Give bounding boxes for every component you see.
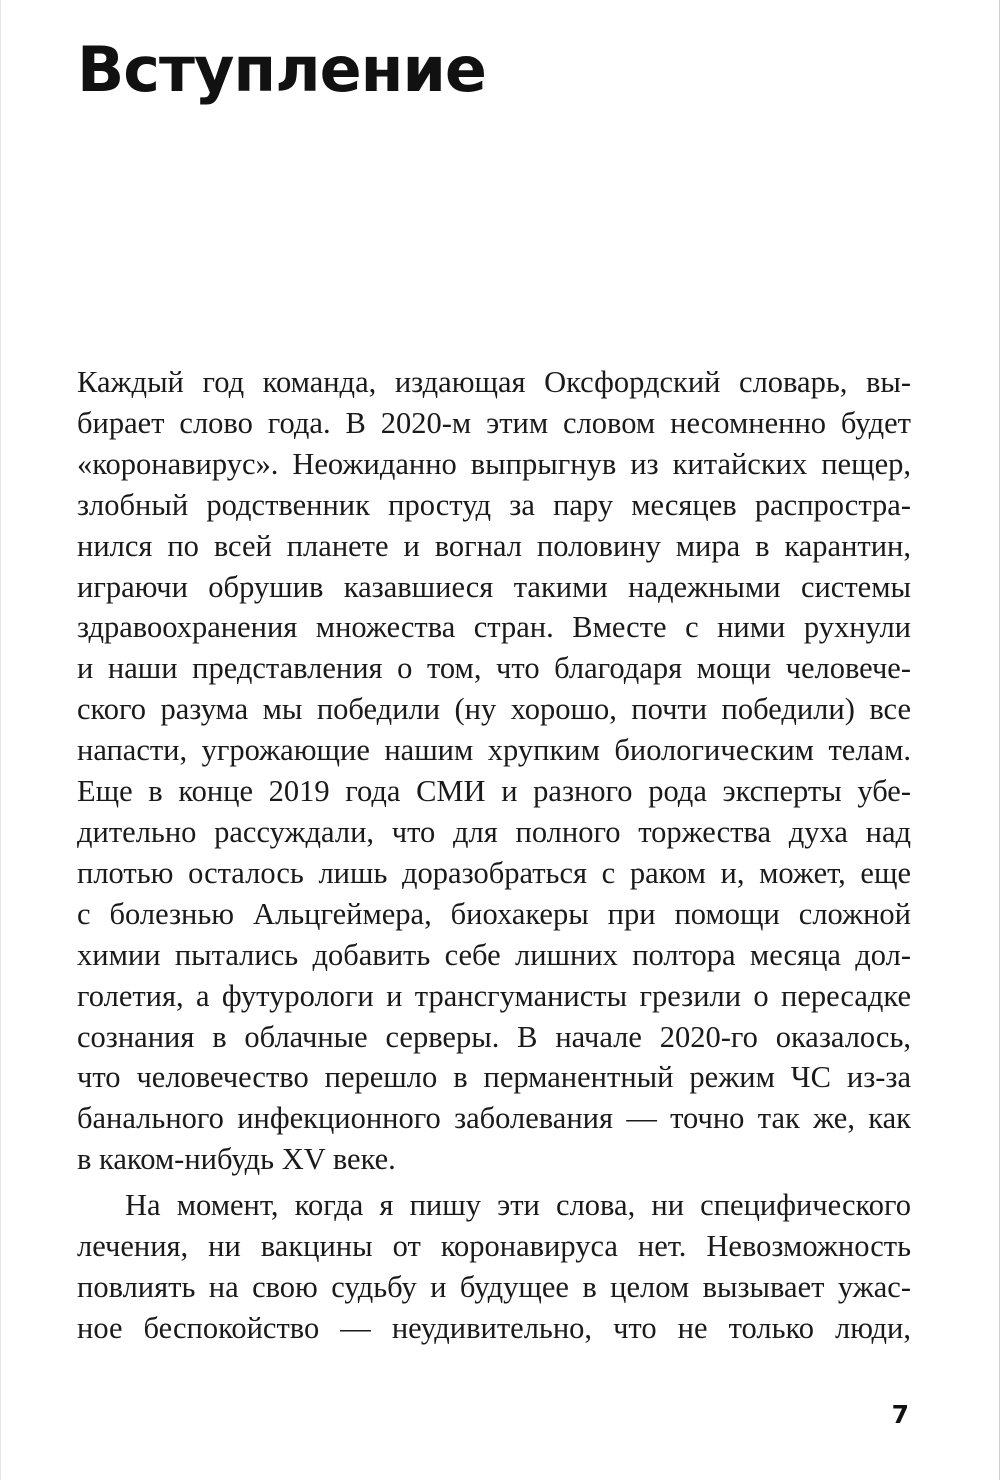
text-line: плотью осталось лишь доразобраться с раком и, может, еще: [77, 855, 911, 890]
text-line: На момент, когда я пишу эти слова, ни специфического: [125, 1188, 911, 1223]
text-line: Еще в конце 2019 года СМИ и разного рода эксперты убе-: [77, 774, 911, 809]
paragraph-1: [77, 362, 911, 1180]
text-line: и наши представления о том, что благодаря мощи человече-: [77, 651, 911, 686]
text-line: ное беспокойство — неудивительно, что не только люди,: [77, 1310, 911, 1345]
text-line: дительно рассуждали, что для полного торжества духа над: [77, 814, 911, 849]
body-text: [77, 362, 911, 1349]
text-line: злобный родственник простуд за пару месяцев распростра-: [77, 487, 911, 522]
chapter-title: Вступление: [77, 33, 486, 106]
text-line: напасти, угрожающие нашим хрупким биологическим телам.: [77, 733, 911, 768]
text-line: бирает слово года. В 2020-м этим словом несомненно будет: [77, 405, 911, 440]
text-line: в каком-нибудь XV веке.: [77, 1142, 396, 1177]
page-number: 7: [891, 1400, 909, 1429]
text-line: Каждый год команда, издающая Оксфордский словарь, вы-: [77, 365, 911, 399]
text-line: лечения, ни вакцины от коронавируса нет. Невозможность: [77, 1229, 911, 1264]
text-line: сознания в облачные серверы. В начале 2020-го оказалось,: [77, 1019, 911, 1054]
text-line: повлиять на свою судьбу и будущее в целом вызывает ужас-: [77, 1269, 911, 1304]
text-line: «коронавирус». Неожиданно выпрыгнув из китайских пещер,: [77, 446, 911, 481]
text-line: банального инфекционного заболевания — точно так же, как: [77, 1101, 911, 1136]
text-line: химии пытались добавить себе лишних полтора месяца дол-: [77, 937, 911, 972]
text-line: играючи обрушив казавшиеся такими надежными системы: [77, 569, 911, 604]
paragraph-2: [77, 1185, 911, 1349]
text-line: с болезнью Альцгеймера, биохакеры при помощи сложной: [77, 896, 911, 931]
text-line: ского разума мы победили (ну хорошо, почти победили) все: [77, 692, 911, 727]
text-line: нился по всей планете и вогнал половину мира в карантин,: [77, 528, 911, 563]
text-line: что человечество перешло в перманентный режим ЧС из-за: [77, 1060, 911, 1095]
text-line: здравоохранения множества стран. Вместе с ними рухнули: [77, 610, 911, 645]
text-line: голетия, а футурологи и трансгуманисты грезили о пересадке: [77, 978, 911, 1013]
